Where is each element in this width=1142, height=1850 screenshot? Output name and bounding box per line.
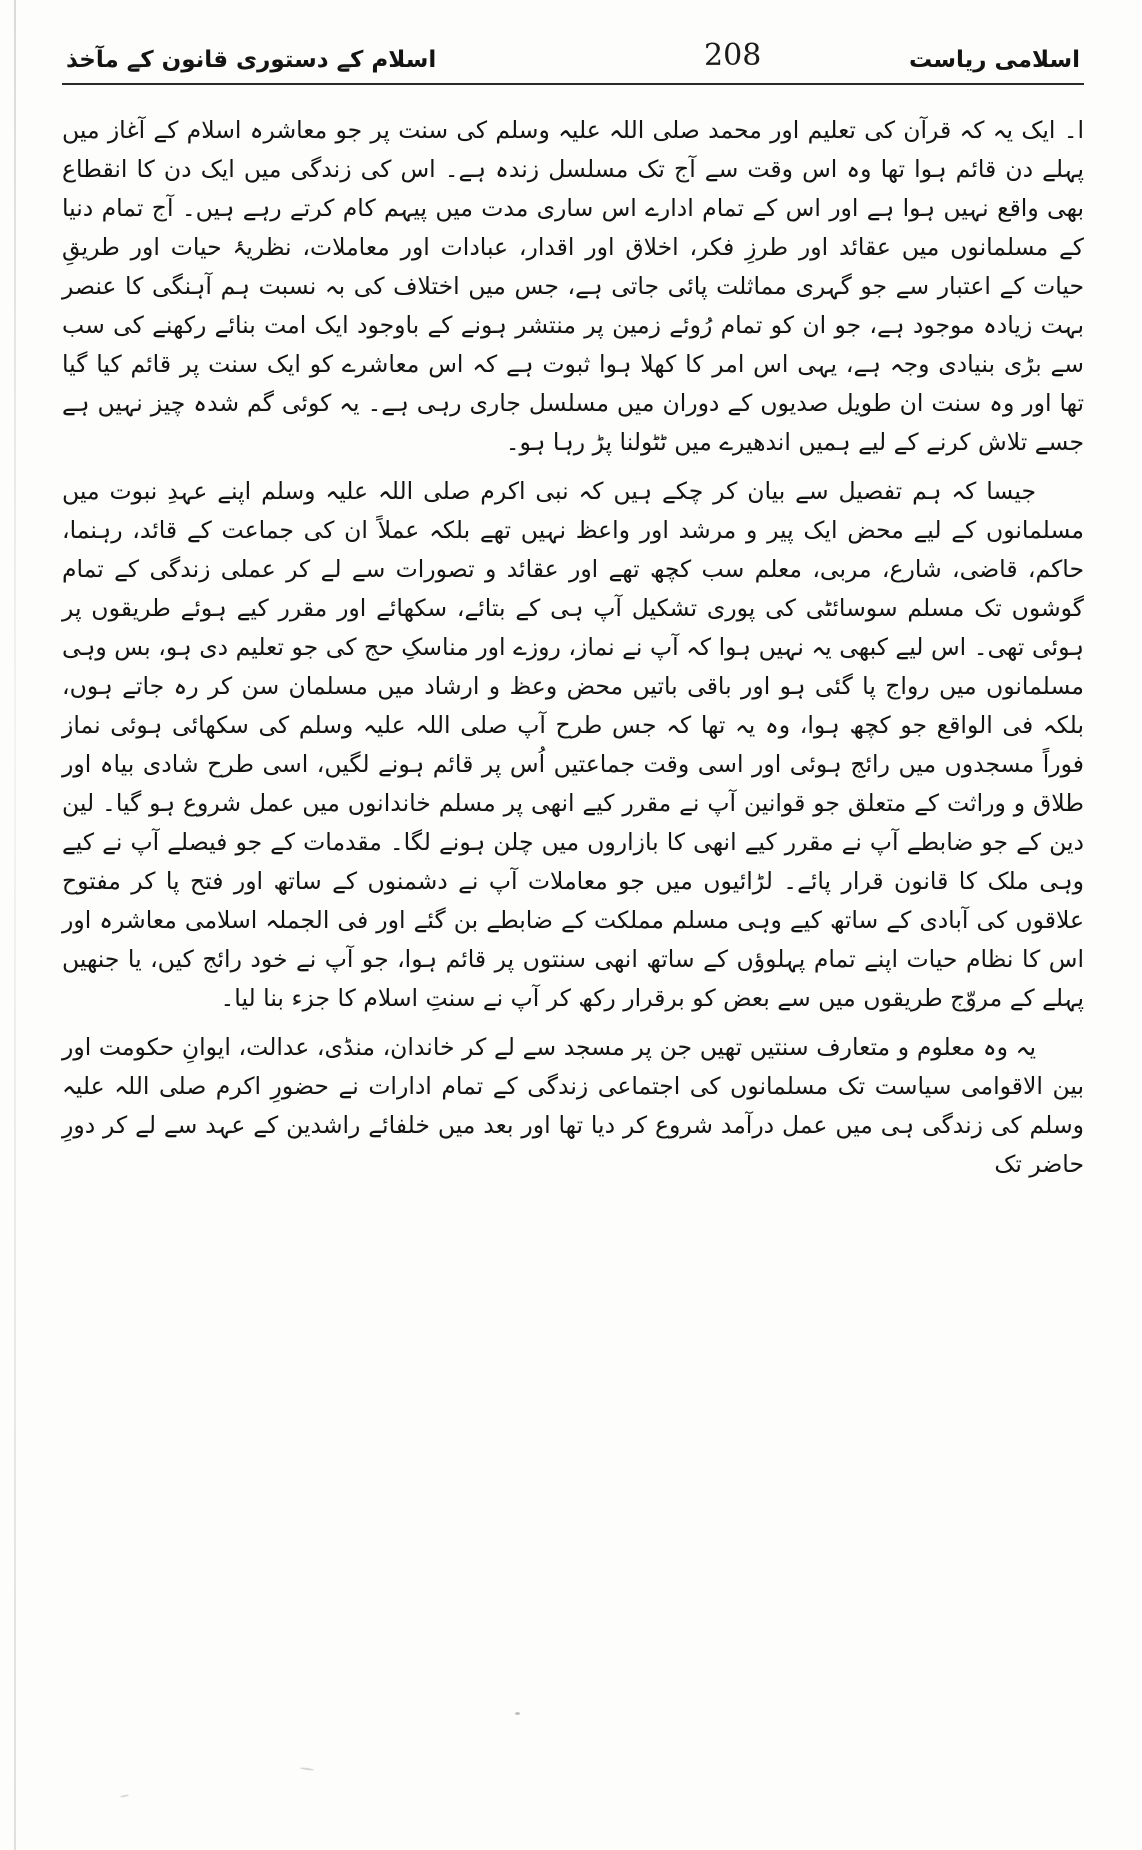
header-divider — [62, 83, 1084, 85]
scan-speck — [515, 1712, 520, 1715]
paragraph-1: ا۔ ایک یہ کہ قرآن کی تعلیم اور محمد صلی اللہ علیہ وسلم کی سنت پر جو معاشرہ اسلام کے آغاز میں پہلے دن قائم ہوا تھا وہ اس وقت سے آج تک مسلسل زندہ ہے۔ اس کی زندگی میں ایک دن کا انقطاع بھی واقع نہیں ہوا ہے اور اس کے تمام ادارے اس ساری مدت میں پیہم کام کرتے رہے ہیں۔ آج تمام دنیا کے مسلمانوں میں عقائد اور طرزِ فکر، اخلاق اور اقدار، عبادات اور معاملات، نظریۂ حیات اور طریقِ حیات کے اعتبار سے جو گہری مماثلت پائی جاتی ہے، جس میں اختلاف کی بہ نسبت ہم آہنگی کا عنصر بہت زیادہ موجود ہے، جو ان کو تمام رُوئے زمین پر منتشر ہونے کے باوجود ایک امت بنائے رکھنے کی سب سے بڑی بنیادی وجہ ہے، یہی اس امر کا کھلا ہوا ثبوت ہے کہ اس معاشرے کو ایک سنت پر قائم کیا گیا تھا اور وہ سنت ان طویل صدیوں کے دوران میں مسلسل جاری رہی ہے۔ یہ کوئی گم شدہ چیز نہیں ہے جسے تلاش کرنے کے لیے ہمیں اندھیرے میں ٹٹولنا پڑ رہا ہو۔ — [62, 116, 1084, 456]
header-left-title: اسلام کے دستوری قانون کے مآخذ — [66, 47, 437, 73]
paragraph-2: جیسا کہ ہم تفصیل سے بیان کر چکے ہیں کہ نبی اکرم صلی اللہ علیہ وسلم اپنے عہدِ نبوت میں مسلمانوں کے لیے محض ایک پیر و مرشد اور واعظ نہیں تھے بلکہ عملاً ان کی جماعت کے قائد، رہنما، حاکم، قاضی، شارع، مربی، معلم سب کچھ تھے اور عقائد و تصورات سے لے کر عملی زندگی کے تمام گوشوں تک مسلم سوسائٹی کی پوری تشکیل آپ ہی کے بتائے، سکھائے اور مقرر کیے ہوئے طریقوں پر ہوئی تھی۔ اس لیے کبھی یہ نہیں ہوا کہ آپ نے نماز، روزے اور مناسکِ حج کی جو تعلیم دی ہو، بس وہی مسلمانوں میں رواج پا گئی ہو اور باقی باتیں محض وعظ و ارشاد میں مسلمان سن کر رہ جاتے ہوں، بلکہ فی الواقع جو کچھ ہوا، وہ یہ تھا کہ جس طرح آپ صلی اللہ علیہ وسلم کی سکھائی ہوئی نماز فوراً مسجدوں میں رائج ہوئی اور اسی وقت جماعتیں اُس پر قائم ہونے لگیں، اسی طرح شادی بیاہ اور طلاق و وراثت کے متعلق جو قوانین آپ نے مقرر کیے انھی پر مسلم خاندانوں میں عمل شروع ہو گیا۔ لین دین کے جو ضابطے آپ نے مقرر کیے انھی کا بازاروں میں چلن ہونے لگا۔ مقدمات کے جو فیصلے آپ نے کیے وہی ملک کا قانون قرار پائے۔ لڑائیوں میں جو معاملات آپ نے دشمنوں کے ساتھ اور فتح پا کر مفتوح علاقوں کی آبادی کے ساتھ کیے وہی مسلم مملکت کے ضابطے بن گئے اور فی الجملہ اسلامی معاشرہ اور اس کا نظام حیات اپنے تمام پہلوؤں کے ساتھ انھی سنتوں پر قائم ہوا، جو آپ نے خود رائج کیں، یا جنھیں پہلے کے مروّج طریقوں میں سے بعض کو برقرار رکھ کر آپ نے سنتِ اسلام کا جزء بنا لیا۔ — [62, 477, 1084, 1012]
page-number: 208 — [704, 38, 762, 73]
scan-speck — [300, 1767, 314, 1771]
page-header — [62, 38, 1084, 83]
scan-edge-line — [14, 0, 16, 1850]
page-body — [62, 111, 1084, 1184]
header-right-title: اسلامی ریاست — [909, 47, 1080, 73]
scan-speck — [120, 1794, 129, 1798]
paragraph-3: یہ وہ معلوم و متعارف سنتیں تھیں جن پر مسجد سے لے کر خاندان، منڈی، عدالت، ایوانِ حکومت اور بین الاقوامی سیاست تک مسلمانوں کی اجتماعی زندگی کے تمام ادارات نے حضورِ اکرم صلی اللہ علیہ وسلم کی زندگی ہی میں عمل درآمد شروع کر دیا تھا اور بعد میں خلفائے راشدین کے عہد سے لے کر دورِ حاضر تک — [62, 1033, 1084, 1178]
